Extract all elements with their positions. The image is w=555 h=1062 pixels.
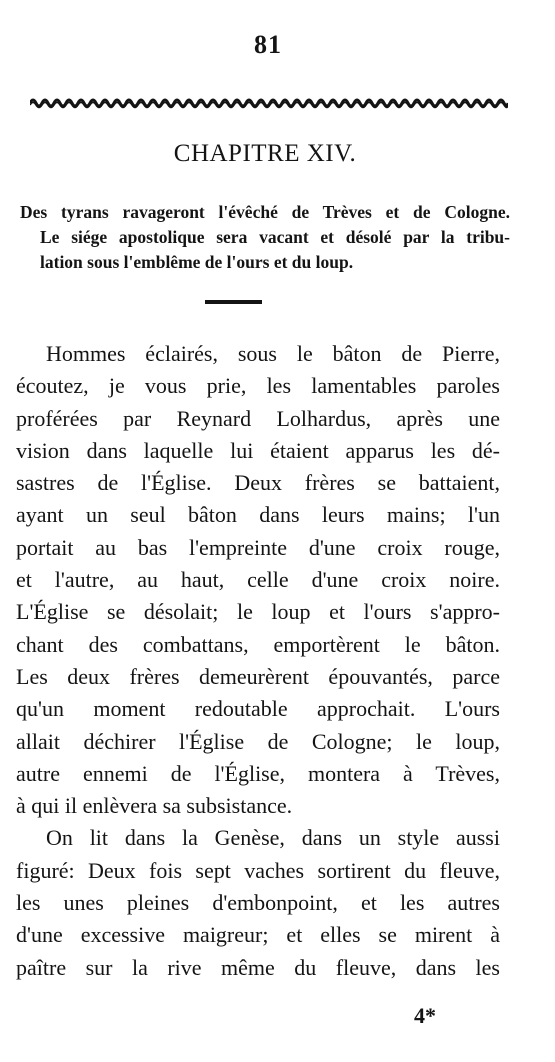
body-line: Hommes éclairés, sous le bâton de Pierre,: [46, 341, 500, 366]
chapter-title: CHAPITRE XIV.: [173, 140, 357, 167]
body-line: allait déchirer l'Église de Cologne; le loup,: [16, 728, 500, 754]
body-line: vision dans laquelle lui étaient apparus les dé-: [16, 437, 500, 463]
chapter-summary: [20, 200, 510, 275]
summary-line: Des tyrans ravageront l'évêché de Trèves et de Cologne.: [20, 202, 510, 222]
body-line: qu'un moment redoutable approchait. L'ours: [16, 696, 500, 722]
body-line: chant des combattans, emportèrent le bâton.: [16, 631, 500, 657]
body-line: à qui il enlèvera sa subsistance.: [16, 793, 293, 819]
body-line: autre ennemi de l'Église, montera à Trèves,: [16, 760, 500, 786]
body-line: Les deux frères demeurèrent épouvantés, parce: [16, 663, 500, 689]
section-divider: [205, 300, 262, 304]
body-line: ayant un seul bâton dans leurs mains; l'un: [16, 502, 500, 528]
signature-mark: 4*: [414, 1003, 436, 1028]
body-line: paître sur la rive même du fleuve, dans les: [16, 954, 500, 980]
body-line: écoutez, je vous prie, les lamentables paroles: [16, 373, 500, 399]
body-line: L'Église se désolait; le loup et l'ours s'appro-: [16, 599, 500, 625]
body-line: figuré: Deux fois sept vaches sortirent du fleuve,: [16, 857, 500, 883]
body-line: d'une excessive maigreur; et elles se mirent à: [16, 922, 500, 948]
body-line: les unes pleines d'embonpoint, et les autres: [16, 890, 500, 916]
summary-line: Le siége apostolique sera vacant et désolé par la tribu-: [40, 227, 510, 247]
body-text: [16, 338, 500, 984]
page-number: 81: [254, 30, 282, 59]
body-line: sastres de l'Église. Deux frères se battaient,: [16, 470, 500, 496]
body-line: proférées par Reynard Lolhardus, après une: [16, 405, 500, 431]
body-line: portait au bas l'empreinte d'une croix rouge,: [16, 534, 500, 560]
summary-line: lation sous l'emblême de l'ours et du loup.: [40, 252, 354, 272]
body-line: et l'autre, au haut, celle d'une croix noire.: [16, 567, 500, 593]
ornamental-rule: [30, 96, 508, 110]
body-line: On lit dans la Genèse, dans un style aussi: [46, 825, 500, 851]
